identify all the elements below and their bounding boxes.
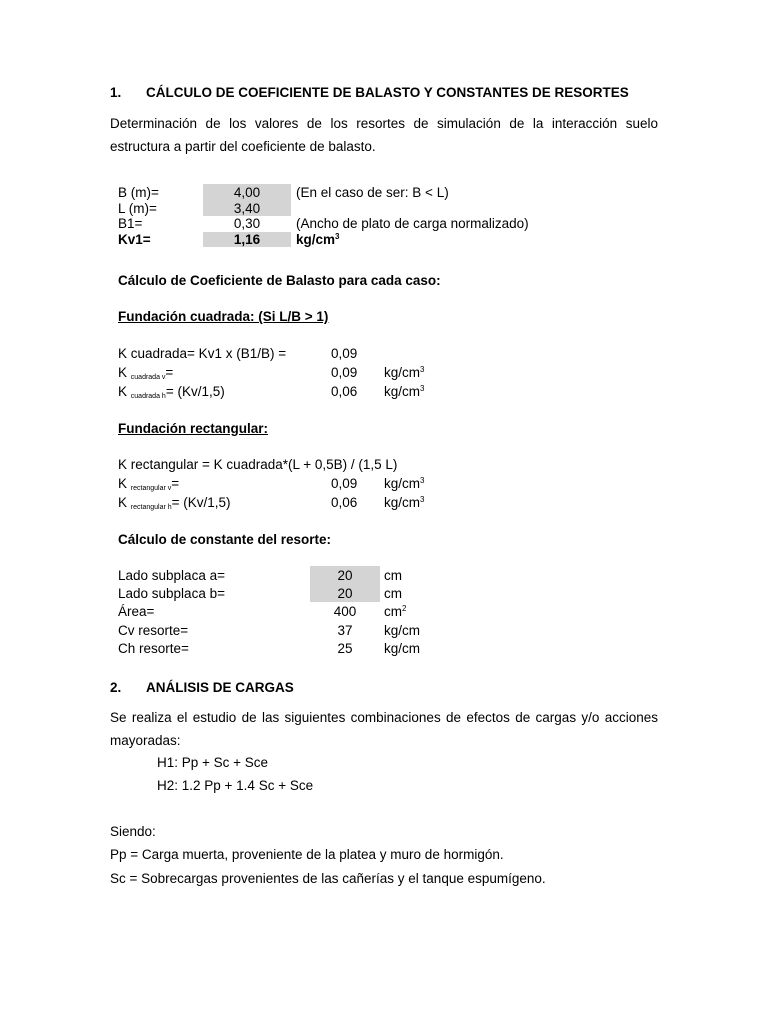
rectangular-kh-unit: $kg/cm^3$ xyxy=(384,495,425,510)
resorte-row-label: Ch resorte= xyxy=(118,641,189,656)
rectangular-kh-label: K $_{rectangular h}$= (Kv/1,5) xyxy=(118,495,231,511)
cuadrada-heading: Fundación cuadrada: (Si L/B > 1) xyxy=(118,309,329,324)
param-b-note: (En el caso de ser: B < L) xyxy=(296,185,449,200)
resorte-row-unit: $cm^2$ xyxy=(384,604,407,619)
param-b-value: 4,00 xyxy=(233,185,261,200)
cuadrada-kh-value: 0,06 xyxy=(331,384,358,399)
section-1-intro: Determinación de los valores de los resortes de simulación de la interacción suelo estructura a partir del coeficiente de balasto. xyxy=(110,116,658,154)
cuadrada-line-1-label: K cuadrada= Kv1 x (B1/B) = xyxy=(118,346,287,361)
param-b1-note: (Ancho de plato de carga normalizado) xyxy=(296,216,529,231)
param-l-value: 3,40 xyxy=(233,201,261,216)
resorte-row-value: 20 xyxy=(337,568,353,583)
cuadrada-kv-value: 0,09 xyxy=(331,365,358,380)
siendo-label: Siendo: xyxy=(110,824,156,839)
section-2-number: 2. xyxy=(110,680,122,695)
resorte-row-unit: kg/cm xyxy=(384,641,421,656)
rectangular-kh-value: 0,06 xyxy=(331,495,358,510)
resorte-row-label: Lado subplaca a= xyxy=(118,568,225,583)
resorte-row-value: 25 xyxy=(337,641,353,656)
rectangular-heading: Fundación rectangular: xyxy=(118,421,269,436)
rectangular-kv-unit: $kg/cm^3$ xyxy=(384,476,425,491)
rectangular-line-1-label: K rectangular = K cuadrada*(L + 0,5B) / (1,5 L) xyxy=(118,457,398,472)
param-kv1-value: 1,16 xyxy=(233,232,261,247)
resorte-row-label: Lado subplaca b= xyxy=(118,586,225,601)
section-1-title: CÁLCULO DE COEFICIENTE DE BALASTO Y CONSTANTES DE RESORTES xyxy=(146,85,629,100)
param-b1-value: 0,30 xyxy=(233,216,261,231)
param-kv1-label: Kv1= xyxy=(118,232,151,247)
definition-pp: Pp = Carga muerta, proveniente de la platea y muro de hormigón. xyxy=(110,847,504,862)
resorte-row-unit: cm xyxy=(384,586,402,601)
definition-sc: Sc = Sobrecargas provenientes de las cañerías y el tanque espumígeno. xyxy=(110,871,546,886)
resorte-row-unit: kg/cm xyxy=(384,623,421,638)
cuadrada-kh-label: K $_{cuadrada h}$= (Kv/1,5) xyxy=(118,384,225,400)
section-2-title: ANÁLISIS DE CARGAS xyxy=(146,680,294,695)
cuadrada-kh-unit: $kg/cm^3$ xyxy=(384,384,425,399)
combination-h2: H2: 1.2 Pp + 1.4 Sc + Sce xyxy=(157,778,314,793)
section-2-intro: Se realiza el estudio de las siguientes combinaciones de efectos de cargas y/o acciones mayoradas: xyxy=(110,710,658,748)
param-b1-label: B1= xyxy=(118,216,143,231)
combination-h1: H1: Pp + Sc + Sce xyxy=(157,755,269,770)
cuadrada-kv-label: K $_{cuadrada v}$= xyxy=(118,365,174,381)
cuadrada-kv-unit: $kg/cm^3$ xyxy=(384,365,425,380)
rectangular-kv-label: K $_{rectangular v}$= xyxy=(118,476,180,492)
param-kv1-unit: $kg/cm^3$ xyxy=(296,232,340,247)
resorte-row-value: 37 xyxy=(337,623,353,638)
section-1-number: 1. xyxy=(110,85,122,100)
resorte-row-label: Cv resorte= xyxy=(118,623,189,638)
resorte-row-value: 400 xyxy=(333,604,357,619)
cuadrada-line-1-value: 0,09 xyxy=(331,346,358,361)
rectangular-kv-value: 0,09 xyxy=(331,476,358,491)
resorte-row-label: Área= xyxy=(118,604,155,619)
resorte-row-unit: cm xyxy=(384,568,402,583)
resorte-row-value: 20 xyxy=(337,586,353,601)
param-b-label: B (m)= xyxy=(118,185,159,200)
balasto-heading: Cálculo de Coeficiente de Balasto para cada caso: xyxy=(118,273,441,288)
resorte-heading: Cálculo de constante del resorte: xyxy=(118,532,332,547)
param-l-label: L (m)= xyxy=(118,201,157,216)
